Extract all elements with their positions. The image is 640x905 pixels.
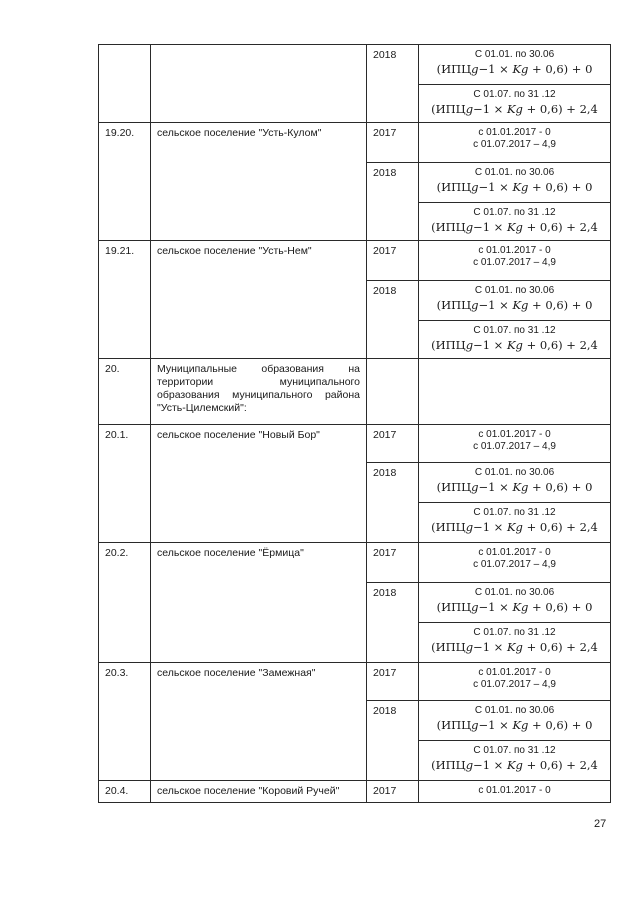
tariff-value-cell [419, 463, 611, 503]
settlement-name-cell: сельское поселение "Новый Бор" [151, 425, 367, 543]
row-number-cell: 20.2. [99, 543, 151, 663]
row-number-cell: 20.3. [99, 663, 151, 781]
period-text: с 01.01.2017 - 0 [478, 785, 551, 796]
section-heading-cell: Муниципальные образования на территории муниципального образования муниципального района "Усть-Цилемский": [151, 359, 367, 425]
period-text: с 01.07.2017 – 4,9 [473, 559, 556, 570]
formula-text: (ИПЦ𝑔−1 × 𝐾𝑔 + 0,6) + 0 [436, 180, 593, 194]
page-number: 27 [594, 818, 607, 830]
period-text: С 01.07. по 31 .12 [473, 745, 556, 756]
tariff-value-cell [419, 425, 611, 463]
row-number-cell: 19.21. [99, 241, 151, 359]
settlement-name-cell: сельское поселение "Ёрмица" [151, 543, 367, 663]
year-cell [367, 359, 419, 425]
period-text: С 01.07. по 31 .12 [473, 207, 556, 218]
tariff-value-cell [419, 701, 611, 741]
tariff-value-cell [419, 123, 611, 163]
year-cell: 2018 [367, 463, 419, 543]
table-row [99, 543, 611, 583]
tariff-value-cell [419, 583, 611, 623]
formula-text: (ИПЦ𝑔−1 × 𝐾𝑔 + 0,6) + 2,4 [431, 338, 598, 352]
formula-text: (ИПЦ𝑔−1 × 𝐾𝑔 + 0,6) + 0 [436, 718, 593, 732]
tariff-value-cell [419, 241, 611, 281]
formula-text: (ИПЦ𝑔−1 × 𝐾𝑔 + 0,6) + 0 [436, 600, 593, 614]
tariff-value-cell [419, 741, 611, 781]
year-cell: 2017 [367, 425, 419, 463]
formula-text: (ИПЦ𝑔−1 × 𝐾𝑔 + 0,6) + 2,4 [431, 220, 598, 234]
period-text: С 01.01. по 30.06 [474, 467, 555, 478]
tariff-value-cell [419, 85, 611, 123]
period-text: с 01.01.2017 - 0 [478, 245, 551, 256]
table-row [99, 425, 611, 463]
year-cell: 2017 [367, 241, 419, 281]
tariff-value-cell [419, 503, 611, 543]
table-row [99, 123, 611, 163]
tariff-value-cell [419, 203, 611, 241]
row-number-cell [99, 45, 151, 123]
tariff-value-cell [419, 543, 611, 583]
table-row [99, 359, 611, 425]
period-text: С 01.07. по 31 .12 [473, 507, 556, 518]
period-text: с 01.07.2017 – 4,9 [473, 441, 556, 452]
year-cell: 2018 [367, 583, 419, 663]
period-text: С 01.01. по 30.06 [474, 167, 555, 178]
tariff-value-cell [419, 321, 611, 359]
year-cell: 2017 [367, 663, 419, 701]
tariff-value-cell [419, 163, 611, 203]
tariff-value-cell [419, 281, 611, 321]
formula-text: (ИПЦ𝑔−1 × 𝐾𝑔 + 0,6) + 0 [436, 298, 593, 312]
settlement-name-cell: сельское поселение "Усть-Кулом" [151, 123, 367, 241]
year-cell: 2018 [367, 281, 419, 359]
period-text: С 01.01. по 30.06 [474, 49, 555, 60]
year-cell: 2018 [367, 163, 419, 241]
row-number-cell: 19.20. [99, 123, 151, 241]
tariff-value-cell [419, 781, 611, 803]
table-row [99, 45, 611, 85]
period-text: с 01.01.2017 - 0 [478, 429, 551, 440]
table-row [99, 241, 611, 281]
formula-text: (ИПЦ𝑔−1 × 𝐾𝑔 + 0,6) + 2,4 [431, 520, 598, 534]
period-text: С 01.07. по 31 .12 [473, 325, 556, 336]
period-text: С 01.07. по 31 .12 [473, 627, 556, 638]
year-cell: 2017 [367, 781, 419, 803]
period-text: с 01.07.2017 – 4,9 [473, 257, 556, 268]
period-text: с 01.07.2017 – 4,9 [473, 139, 556, 150]
period-text: С 01.01. по 30.06 [474, 705, 555, 716]
settlement-name-cell: сельское поселение "Коровий Ручей" [151, 781, 367, 803]
table-row [99, 781, 611, 803]
period-text: С 01.01. по 30.06 [474, 285, 555, 296]
year-cell: 2018 [367, 701, 419, 781]
period-text: с 01.01.2017 - 0 [478, 127, 551, 138]
year-cell: 2018 [367, 45, 419, 123]
period-text: С 01.07. по 31 .12 [473, 89, 556, 100]
settlement-name-cell: сельское поселение "Замежная" [151, 663, 367, 781]
settlement-name-cell [151, 45, 367, 123]
tariff-value-cell [419, 663, 611, 701]
settlement-name-cell: сельское поселение "Усть-Нем" [151, 241, 367, 359]
tariff-value-cell [419, 359, 611, 425]
row-number-cell: 20.1. [99, 425, 151, 543]
formula-text: (ИПЦ𝑔−1 × 𝐾𝑔 + 0,6) + 2,4 [431, 758, 598, 772]
period-text: с 01.07.2017 – 4,9 [473, 679, 556, 690]
tariff-table [98, 44, 611, 803]
period-text: с 01.01.2017 - 0 [478, 547, 551, 558]
formula-text: (ИПЦ𝑔−1 × 𝐾𝑔 + 0,6) + 0 [436, 480, 593, 494]
formula-text: (ИПЦ𝑔−1 × 𝐾𝑔 + 0,6) + 2,4 [431, 102, 598, 116]
year-cell: 2017 [367, 543, 419, 583]
table-row [99, 663, 611, 701]
year-cell: 2017 [367, 123, 419, 163]
row-number-cell: 20. [99, 359, 151, 425]
row-number-cell: 20.4. [99, 781, 151, 803]
period-text: с 01.01.2017 - 0 [478, 667, 551, 678]
period-text: С 01.01. по 30.06 [474, 587, 555, 598]
formula-text: (ИПЦ𝑔−1 × 𝐾𝑔 + 0,6) + 2,4 [431, 640, 598, 654]
tariff-value-cell [419, 45, 611, 85]
tariff-value-cell [419, 623, 611, 663]
formula-text: (ИПЦ𝑔−1 × 𝐾𝑔 + 0,6) + 0 [436, 62, 593, 76]
